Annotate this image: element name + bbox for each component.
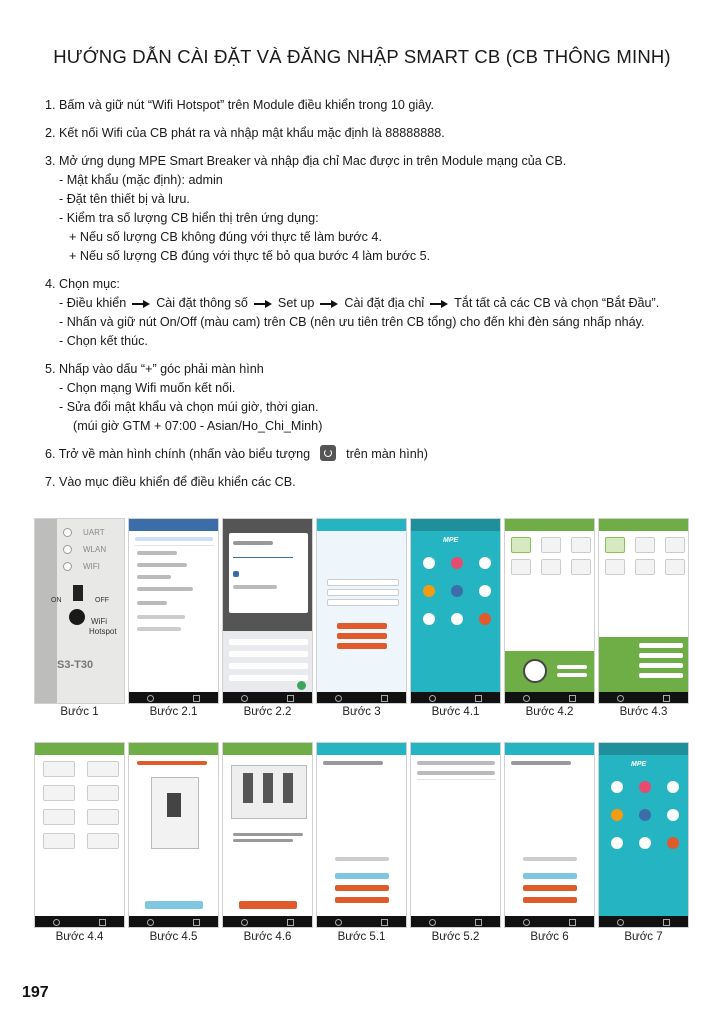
screenshot-step-4-3 — [598, 518, 689, 704]
step-4 — [45, 275, 695, 351]
step-3 — [45, 152, 695, 266]
menu-path-part: Set up — [277, 296, 315, 310]
step-6-text — [45, 445, 695, 464]
menu-path-part: Tắt tất cả các CB và chọn “Bắt Đầu”. — [454, 296, 660, 310]
hotspot-button-icon — [69, 609, 85, 625]
caption-step-2-1: Bước 2.1 — [149, 706, 198, 718]
step-6-after: trên màn hình) — [346, 447, 428, 461]
switch-icon — [73, 585, 83, 601]
menu-path-part: Cài đặt địa chỉ — [344, 296, 425, 310]
caption-step-4-5: Bước 4.5 — [149, 931, 198, 943]
step-7-text: 7. Vào mục điều khiển để điều khiển các CB. — [45, 475, 296, 489]
step-7 — [45, 473, 695, 492]
step-6 — [45, 445, 695, 464]
module-label: Hotspot — [89, 627, 117, 636]
step-1 — [45, 96, 695, 115]
step-5-timezone: (múi giờ GTM + 07:00 - Asian/Ho_Chi_Minh) — [73, 419, 323, 433]
step-4-hold-button: - Nhấn và giữ nút On/Off (màu cam) trên CB (nên ưu tiên trên CB tổng) cho đến khi đèn sáng nhấp nháy. — [59, 315, 645, 329]
step-4-finish: - Chọn kết thúc. — [59, 334, 148, 348]
caption-step-4-1: Bước 4.1 — [431, 706, 480, 718]
screenshot-step-2-1 — [128, 518, 219, 704]
step-5-password: - Sửa đổi mật khẩu và chọn múi giờ, thời gian. — [59, 400, 319, 414]
caption-step-5-2: Bước 5.2 — [431, 931, 480, 943]
arrow-right-icon — [320, 300, 338, 308]
arrow-right-icon — [132, 300, 150, 308]
menu-path-part: - Điều khiển — [59, 296, 127, 310]
page-title: HƯỚNG DẪN CÀI ĐẶT VÀ ĐĂNG NHẬP SMART CB (CB THÔNG MINH) — [53, 46, 671, 67]
screenshot-step-4-4 — [34, 742, 125, 928]
step-1-text: 1. Bấm và giữ nút “Wifi Hotspot” trên Module điều khiển trong 10 giây. — [45, 98, 434, 112]
home-icon — [320, 445, 336, 461]
caption-step-7: Bước 7 — [624, 931, 663, 943]
screenshot-step-7: MPE — [598, 742, 689, 928]
step-3-check-wrong: + Nếu số lượng CB không đúng với thực tế làm bước 4. — [69, 230, 382, 244]
module-label: ON — [51, 597, 62, 604]
module-label: S3-T30 — [57, 659, 94, 671]
step-2 — [45, 124, 695, 143]
menu-path-part: Cài đặt thông số — [156, 296, 248, 310]
led-icon — [63, 562, 72, 571]
screenshot-step-2-2 — [222, 518, 313, 704]
step-5 — [45, 360, 695, 436]
step-5-wifi: - Chọn mạng Wifi muốn kết nối. — [59, 381, 236, 395]
led-icon — [63, 528, 72, 537]
screenshot-step-4-1: MPE — [410, 518, 501, 704]
arrow-right-icon — [430, 300, 448, 308]
screenshot-step-1 — [34, 518, 125, 704]
step-4-menu-path — [45, 294, 695, 313]
caption-step-4-2: Bước 4.2 — [525, 706, 574, 718]
caption-step-5-1: Bước 5.1 — [337, 931, 386, 943]
step-6-before: 6. Trở về màn hình chính (nhấn vào biểu tượng — [45, 447, 311, 461]
module-label: WiFi — [91, 617, 107, 626]
step-3-password: - Mật khẩu (mặc định): admin — [59, 173, 223, 187]
step-3-text: 3. Mở ứng dụng MPE Smart Breaker và nhập địa chỉ Mac được in trên Module mạng của CB. — [45, 154, 567, 168]
module-label: OFF — [95, 597, 109, 604]
step-2-text: 2. Kết nối Wifi của CB phát ra và nhập mật khẩu mặc định là 88888888. — [45, 126, 445, 140]
caption-step-1: Bước 1 — [60, 706, 99, 718]
module-label: UART — [83, 528, 105, 537]
step-3-check-right: + Nếu số lượng CB đúng với thực tế bỏ qua bước 4 làm bước 5. — [69, 249, 431, 263]
page-number: 197 — [22, 984, 49, 1001]
step-3-check: - Kiểm tra số lượng CB hiển thị trên ứng dụng: — [59, 211, 319, 225]
caption-step-4-3: Bước 4.3 — [619, 706, 668, 718]
step-4-text: 4. Chọn mục: — [45, 277, 120, 291]
screenshot-step-6 — [504, 742, 595, 928]
screenshot-step-5-2 — [410, 742, 501, 928]
step-3-device-name: - Đặt tên thiết bị và lưu. — [59, 192, 190, 206]
screenshot-step-4-6 — [222, 742, 313, 928]
caption-step-3: Bước 3 — [342, 706, 381, 718]
step-5-text: 5. Nhấp vào dấu “+” góc phải màn hình — [45, 362, 264, 376]
screenshot-step-5-1 — [316, 742, 407, 928]
caption-step-4-6: Bước 4.6 — [243, 931, 292, 943]
screenshot-step-3 — [316, 518, 407, 704]
arrow-right-icon — [254, 300, 272, 308]
module-label: WLAN — [83, 545, 107, 554]
instruction-steps — [45, 96, 695, 501]
caption-step-2-2: Bước 2.2 — [243, 706, 292, 718]
module-label: WIFI — [83, 562, 100, 571]
caption-step-6: Bước 6 — [530, 931, 569, 943]
caption-step-4-4: Bước 4.4 — [55, 931, 104, 943]
screenshot-step-4-2 — [504, 518, 595, 704]
screenshot-step-4-5 — [128, 742, 219, 928]
led-icon — [63, 545, 72, 554]
